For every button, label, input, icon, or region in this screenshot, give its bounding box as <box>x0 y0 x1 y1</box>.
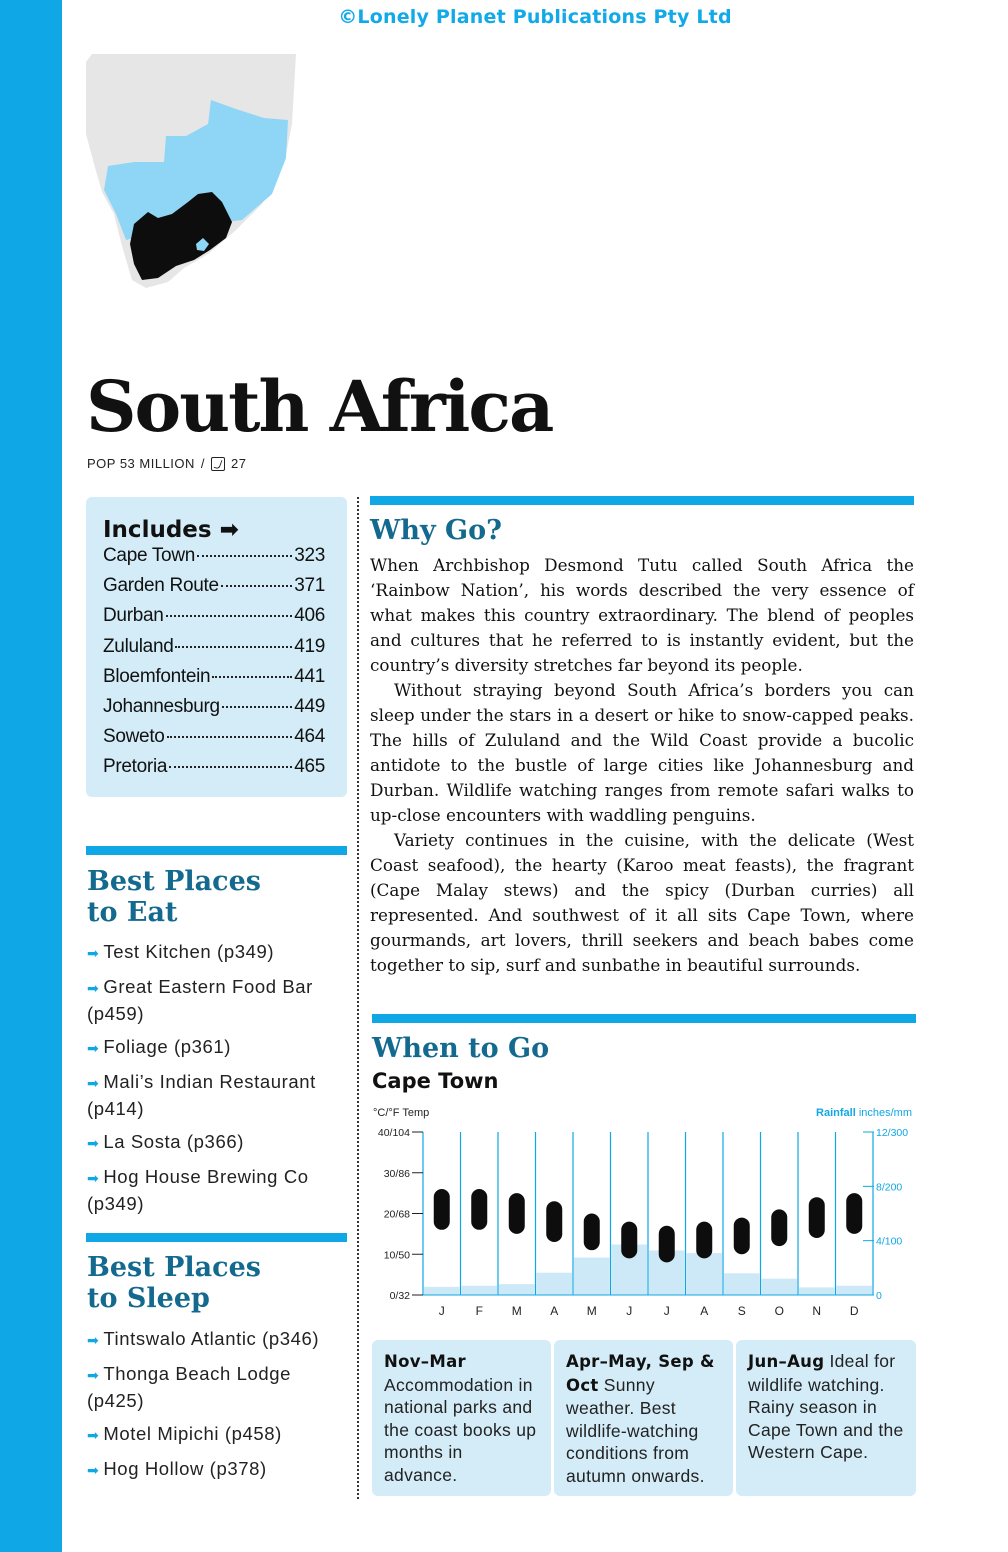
rain-axis-label <box>816 1107 912 1119</box>
temp-range-bar <box>584 1214 600 1251</box>
includes-item-name: Soweto <box>103 726 165 748</box>
month-label: O <box>774 1304 784 1318</box>
rain-tick-label: 0 <box>876 1290 882 1302</box>
list-item <box>87 939 347 966</box>
rainfall-bar <box>687 1253 723 1295</box>
list-item <box>87 1421 347 1448</box>
includes-item <box>103 666 325 696</box>
rainfall-bar <box>499 1284 535 1295</box>
side-color-bar <box>0 0 62 1552</box>
rainfall-bar <box>424 1287 460 1295</box>
season-3-period: Jun–Aug <box>748 1352 825 1371</box>
rainfall-bar <box>799 1287 835 1295</box>
month-label: M <box>511 1304 522 1318</box>
arrow-icon: ➡ <box>87 1332 100 1348</box>
includes-item <box>103 726 325 756</box>
rain-tick-label: 8/200 <box>876 1181 903 1194</box>
temp-range-bar <box>771 1209 787 1246</box>
includes-item-name: Cape Town <box>103 545 196 566</box>
temp-range-bar <box>659 1226 675 1263</box>
why-go-paragraph: Without straying beyond South Africa’s borders you can sleep under the stars in a desert or hike to snow-capped peaks. The hills of Zululand and the Wild Coast provide a bucolic antidote to the bustle of large cities like Johannesburg and Durban. Wildlife watching ranges from remote safari walks to up-close encounters with waddling penguins. <box>370 680 914 825</box>
temp-range-bar <box>734 1218 750 1255</box>
temp-range-bar <box>546 1201 562 1242</box>
country-meta <box>87 456 247 471</box>
temp-range-bar <box>509 1193 525 1234</box>
month-label: A <box>550 1304 559 1318</box>
season-2-text: Sunny weather. Best wildlife-watching conditions from autumn onwards. <box>566 1374 705 1486</box>
includes-item-name: Pretoria <box>103 756 168 778</box>
best-sleep-heading <box>87 1252 261 1314</box>
best-eat-list <box>87 939 347 1224</box>
arrow-icon: ➡ <box>87 1462 100 1478</box>
month-label: A <box>700 1304 709 1318</box>
temp-range-bar <box>434 1189 450 1230</box>
month-label: M <box>586 1304 597 1318</box>
temp-tick-label: 10/50 <box>383 1249 410 1262</box>
best-sleep-list <box>87 1326 347 1491</box>
leader-dots <box>169 766 292 768</box>
includes-item-page: 441 <box>294 665 325 687</box>
arrow-icon: ➡ <box>87 1170 100 1186</box>
includes-box <box>86 497 347 797</box>
phone-code: 27 <box>231 456 247 471</box>
when-to-go-heading: When to Go <box>372 1033 550 1064</box>
temp-range-bar <box>809 1197 825 1238</box>
includes-list <box>103 545 325 787</box>
why-go-paragraph: Variety continues in the cuisine, with the delicate (West Coast seafood), the hearty (Karoo meat feasts), the fragrant (Cape Malay stews) and the spicy (Durban curries) all represented. And southwest of it all sits Cape Town, where gourmands, art lovers, thrill seekers and beach babes come together to sip, surf and sunbathe in beautiful surrounds. <box>370 830 914 975</box>
season-2-period: Apr–May, Sep & Oct <box>566 1352 715 1395</box>
column-divider <box>357 497 359 1499</box>
season-box-3 <box>736 1340 916 1496</box>
season-box-1 <box>372 1340 551 1496</box>
includes-item-page: 449 <box>294 695 325 717</box>
includes-item <box>103 605 325 635</box>
arrow-icon: ➡ <box>87 1427 100 1443</box>
season-box-2 <box>554 1340 733 1496</box>
sleep-rule <box>86 1233 347 1242</box>
why-go-paragraph: When Archbishop Desmond Tutu called South Africa the ‘Rainbow Nation’, his words described the very essence of what makes this country extraordinary. The blend of peoples and cultures that he referred to is instantly evident, but the country’s diversity stretches far beyond its people. <box>370 555 914 675</box>
includes-item-name: Zululand <box>103 635 174 657</box>
list-item-text: Hog House Brewing Co (p349) <box>87 1166 309 1214</box>
includes-item-name: Johannesburg <box>103 695 220 717</box>
month-label: N <box>812 1304 822 1318</box>
list-item-text: Hog Hollow (p378) <box>103 1458 267 1479</box>
temp-range-bar <box>621 1222 637 1259</box>
leader-dots <box>167 736 293 738</box>
why-rule <box>370 496 914 505</box>
includes-item-page: 419 <box>294 635 325 657</box>
eat-rule <box>86 846 347 855</box>
arrow-icon: ➡ <box>87 945 100 961</box>
includes-heading: Includes ➡ <box>103 517 239 543</box>
best-eat-heading <box>87 866 261 928</box>
best-sleep-heading-line2: to Sleep <box>87 1283 210 1314</box>
list-item-text: Mali’s Indian Restaurant (p414) <box>87 1071 316 1119</box>
includes-item <box>103 545 325 575</box>
list-item-text: Motel Mipichi (p458) <box>103 1423 282 1444</box>
list-item <box>87 1456 347 1483</box>
arrow-icon: ➡ <box>87 1075 100 1091</box>
best-eat-heading-line1: Best Places <box>87 866 261 897</box>
page-title: South Africa <box>86 365 553 448</box>
temp-tick-label: 30/86 <box>383 1167 410 1180</box>
leader-dots <box>166 615 293 617</box>
when-rule <box>372 1014 916 1023</box>
arrow-icon: ➡ <box>87 1367 100 1383</box>
list-item-text: Great Eastern Food Bar (p459) <box>87 976 313 1024</box>
best-sleep-heading-line1: Best Places <box>87 1252 261 1283</box>
month-label: S <box>737 1304 746 1318</box>
why-go-heading: Why Go? <box>370 515 502 546</box>
leader-dots <box>212 676 292 678</box>
list-item-text: Foliage (p361) <box>103 1036 232 1057</box>
temp-range-bar <box>696 1222 712 1259</box>
arrow-icon: ➡ <box>87 1040 100 1056</box>
list-item-text: Test Kitchen (p349) <box>103 941 275 962</box>
includes-item-name: Bloemfontein <box>103 665 211 687</box>
temp-tick-label: 40/104 <box>377 1127 410 1139</box>
includes-item-page: 371 <box>294 575 325 597</box>
month-label: J <box>626 1304 633 1318</box>
list-item-text: Thonga Beach Lodge (p425) <box>87 1363 292 1411</box>
copyright-notice: ©Lonely Planet Publications Pty Ltd <box>338 6 732 28</box>
season-3-text: Ideal for wildlife watching. Rainy season in Cape Town and the Western Cape. <box>748 1351 904 1462</box>
month-label: J <box>663 1304 670 1318</box>
list-item <box>87 1361 347 1413</box>
list-item <box>87 1164 347 1216</box>
month-label: J <box>438 1304 445 1318</box>
temp-tick-label: 0/32 <box>389 1290 410 1302</box>
includes-item <box>103 575 325 605</box>
includes-item-name: Garden Route <box>103 575 219 597</box>
arrow-icon: ➡ <box>87 980 100 996</box>
month-label: D <box>849 1304 859 1318</box>
phone-icon <box>211 457 225 471</box>
rain-axis-label-bold: Rainfall <box>816 1107 859 1119</box>
locator-map <box>86 54 296 294</box>
includes-item-page: 465 <box>294 756 325 778</box>
list-item <box>87 1034 347 1061</box>
includes-item <box>103 696 325 726</box>
best-eat-heading-line2: to Eat <box>87 897 178 928</box>
list-item-text: La Sosta (p366) <box>103 1131 244 1152</box>
rain-tick-label: 4/100 <box>876 1235 903 1248</box>
arrow-icon: ➡ <box>87 1135 100 1151</box>
meta-separator: / <box>200 456 206 471</box>
leader-dots <box>221 585 292 587</box>
rainfall-bar <box>762 1279 798 1295</box>
rainfall-bar <box>837 1286 873 1295</box>
rain-axis-label-units: inches/mm <box>858 1107 912 1119</box>
rainfall-bar <box>574 1258 610 1295</box>
leader-dots <box>175 646 292 648</box>
population: POP 53 MILLION <box>87 456 195 471</box>
includes-item-page: 406 <box>294 605 325 627</box>
includes-item-name: Durban <box>103 605 164 627</box>
temp-range-bar <box>471 1189 487 1230</box>
includes-item <box>103 756 325 786</box>
season-1-period: Nov–Mar <box>384 1352 466 1371</box>
rainfall-bar <box>537 1273 573 1295</box>
climate-chart <box>365 1100 920 1325</box>
list-item-text: Tintswalo Atlantic (p346) <box>103 1328 320 1349</box>
climate-city: Cape Town <box>372 1069 499 1093</box>
month-label: F <box>475 1304 483 1318</box>
temp-tick-label: 20/68 <box>383 1208 410 1221</box>
list-item <box>87 1069 347 1121</box>
temp-range-bar <box>846 1193 862 1234</box>
temp-axis-label: °C/°F Temp <box>373 1107 430 1119</box>
includes-item-page: 464 <box>294 726 325 748</box>
list-item <box>87 974 347 1026</box>
rain-tick-label: 12/300 <box>876 1127 909 1139</box>
leader-dots <box>197 555 292 557</box>
includes-item-page: 323 <box>294 545 325 566</box>
rainfall-bar <box>462 1286 498 1295</box>
leader-dots <box>222 706 292 708</box>
includes-item <box>103 636 325 666</box>
why-go-body <box>370 553 914 978</box>
rainfall-bar <box>724 1273 760 1295</box>
list-item <box>87 1326 347 1353</box>
season-1-text: Accommodation in national parks and the coast books up months in advance. <box>384 1374 537 1485</box>
list-item <box>87 1129 347 1156</box>
